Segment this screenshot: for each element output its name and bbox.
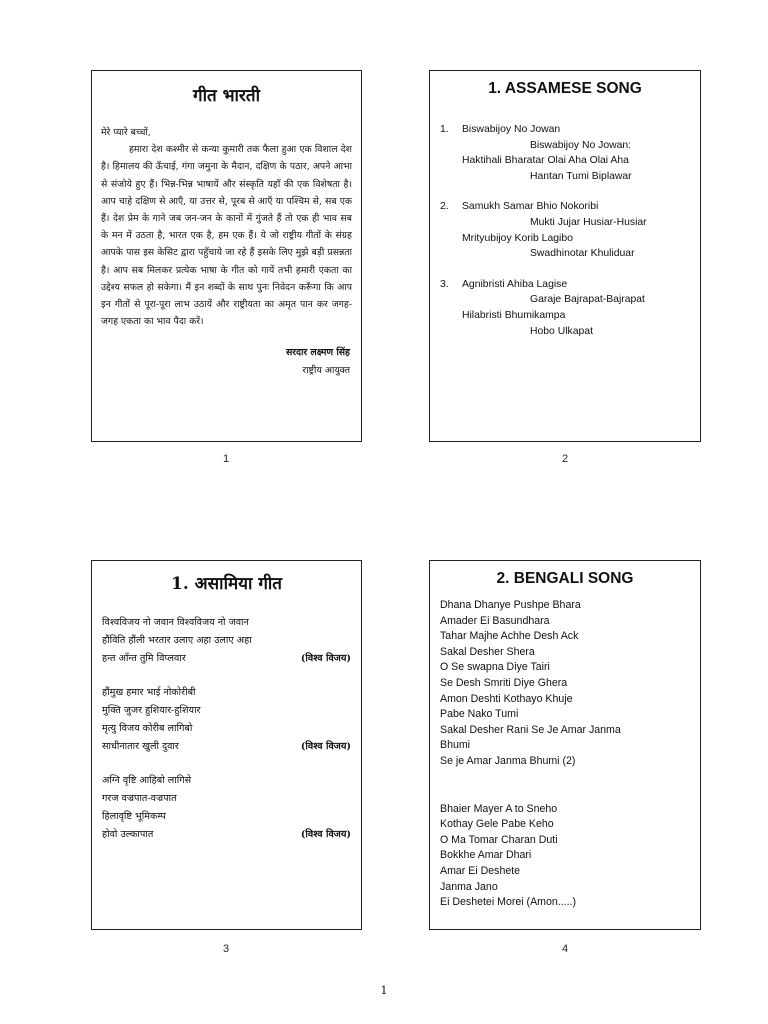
song-line: Samukh Samar Bhio Nokoribi	[462, 201, 599, 213]
verse-2	[440, 802, 690, 911]
stanza-line: मृत्यु विजय कोरीब लागिबो	[102, 723, 193, 734]
song-number: 1.	[440, 124, 449, 135]
letter	[92, 124, 361, 330]
song-line: Biswabijoy No Jowan	[462, 124, 561, 135]
song-line: Mukti Jujar Husiar-Husiar	[530, 216, 647, 228]
song-line: Mrityubijoy Korib Lagibo	[462, 232, 573, 244]
refrain-label: (विश्व विजय)	[300, 741, 351, 752]
letter-body: हमारा देश कश्मीर से कन्या कुमारी तक फैला हुआ एक विशाल देश है। हिमालय की ऊँचाई, गंगा जमुना के मैदान, दक्षिण के पठार, अपने आभा से संजोये हुए हैं। भिन्न-भिन्न भाषायें और संस्कृति यहाँ की एक विशेषता है। आप चाहे दक्षिण से आएँ, या उत्तर से, पूरब से आएँ या पश्चिम से, सब एक हैं। देश प्रेम के गाने जब जन-जन के कानों में गुंजते हैं तो एक ही भाव सब के मन में उठता है, भारत एक है, हम एक हैं। ये जो राष्ट्रीय गीतों के संग्रह आपके पास इस केसिट द्वारा पहुँचाये जा रहे हैं इसके लिए मुझे बड़ी प्रसन्नता है। आप सब मिलकर प्रत्येक भाषा के गीत को गायें तभी हमारी एकता का उद्देश्य सफल हो सकेगा। मैं इन शब्दों के साथ पुनः निवेदन करूँगा कि आप इन गीतों से पूरा-पूरा लाभ उठायें और राष्ट्रीयता का अमृत पान कर जगह-जगह एकता का भाव पैदा करें।	[101, 144, 352, 328]
lyric-line: Amon Deshti Kothayo Khuje	[440, 692, 573, 705]
page-1-title: गीत भारती	[193, 86, 260, 106]
song-line: Hobo Ulkapat	[530, 325, 593, 337]
page-number-2: 2	[561, 453, 569, 465]
page-4-panel	[429, 560, 701, 930]
assamese-song-list	[430, 122, 700, 339]
lyric-line: Pabe Nako Tumi	[440, 708, 519, 721]
lyric-line: Sakal Desher Shera	[440, 645, 535, 658]
song-line: Haktihali Bharatar Olai Aha Olai Aha	[462, 155, 629, 167]
song-line: Garaje Bajrapat-Bajrapat	[530, 294, 645, 306]
page-number-3: 3	[222, 943, 230, 955]
lyric-line: Bhumi	[440, 739, 471, 752]
lyric-line: Kothay Gele Pabe Keho	[440, 818, 554, 831]
page-3-panel	[91, 560, 362, 930]
page-number-1: 1	[222, 453, 230, 465]
page-2-title: 1. ASSAMESE SONG	[488, 80, 642, 97]
stanza	[102, 772, 351, 844]
page-number-4: 4	[561, 943, 569, 955]
song-line: Agnibristi Ahiba Lagise	[462, 278, 568, 290]
lyric-line: Se Desh Smriti Diye Ghera	[440, 676, 568, 689]
song-line: Biswabijoy No Jowan:	[530, 139, 632, 151]
letter-salutation: मेरे प्यारे बच्चों,	[101, 127, 151, 138]
stanza-line: साधीनातार खुली दुवार	[102, 741, 179, 752]
lyric-line: Ei Deshetei Morei (Amon.....)	[440, 896, 576, 909]
page-2-panel	[429, 70, 701, 442]
stanza-line: हन्त आँन्त तुमि विप्लवार	[102, 653, 186, 664]
lyric-line: O Ma Tomar Charan Duti	[440, 833, 558, 846]
lyric-line: Bokkhe Amar Dhari	[440, 849, 532, 862]
song-number: 2.	[440, 201, 449, 213]
page-1-panel	[91, 70, 362, 442]
song-number: 3.	[440, 278, 449, 290]
hindi-song-stanzas	[92, 614, 361, 844]
stanza-line: विश्वविजय नो जवान विश्वविजय नो जवान	[102, 617, 249, 628]
stanza	[102, 684, 351, 756]
song-line: Hantan Tumi Biplawar	[530, 170, 632, 182]
lyric-line: Se je Amar Janma Bhumi (2)	[440, 754, 576, 767]
list-item	[430, 199, 700, 261]
stanza-line: हौंविति हौंली भरतार उलाए अहा उलाए अहा	[102, 635, 252, 646]
lyric-line: Amader Ei Basundhara	[440, 614, 550, 627]
lyric-line: Janma Jano	[440, 880, 498, 893]
refrain-label: (विश्व विजय)	[300, 829, 351, 840]
song-line: Hilabristi Bhumikampa	[462, 309, 566, 321]
verse-1	[440, 598, 690, 770]
stanza-line: होवो उल्कापात	[102, 829, 154, 840]
stanza-line: अग्नि वृष्टि आहिबो लागिसे	[102, 775, 192, 786]
stanza-line: हिलावृष्टि भूमिकम्प	[102, 811, 166, 822]
stanza	[102, 614, 351, 668]
signature-title: राष्ट्रीय आयुक्त	[302, 365, 350, 377]
signature-name: सरदार लक्ष्मण सिंह	[285, 347, 350, 359]
lyric-line: Sakal Desher Rani Se Je Amar Janma	[440, 723, 621, 736]
page-4-title: 2. BENGALI SONG	[496, 570, 634, 587]
lyric-line: Dhana Dhanye Pushpe Bhara	[440, 599, 581, 611]
refrain-label: (विश्व विजय)	[300, 653, 351, 664]
song-line: Swadhinotar Khuliduar	[530, 248, 635, 260]
stanza-line: हौंमुख हमार भाई नोकोरीबी	[102, 687, 196, 698]
lyric-line: Amar Ei Deshete	[440, 864, 521, 877]
lyric-line: Bhaier Mayer A to Sneho	[440, 802, 558, 815]
stanza-line: गरज वज्रपात-वज्रपात	[102, 793, 177, 804]
signature	[92, 344, 361, 380]
sheet-page-number: 1	[380, 984, 388, 997]
stanza-line: मुक्ति जुजर हुशियार-हुशियार	[102, 705, 201, 716]
lyric-line: O Se swapna Diye Tairi	[440, 661, 550, 674]
lyric-line: Tahar Majhe Achhe Desh Ack	[440, 630, 579, 643]
bengali-song-lyrics	[430, 598, 700, 911]
list-item	[430, 122, 700, 184]
list-item	[430, 277, 700, 339]
page-3-title: 1. असामिया गीत	[171, 574, 282, 594]
